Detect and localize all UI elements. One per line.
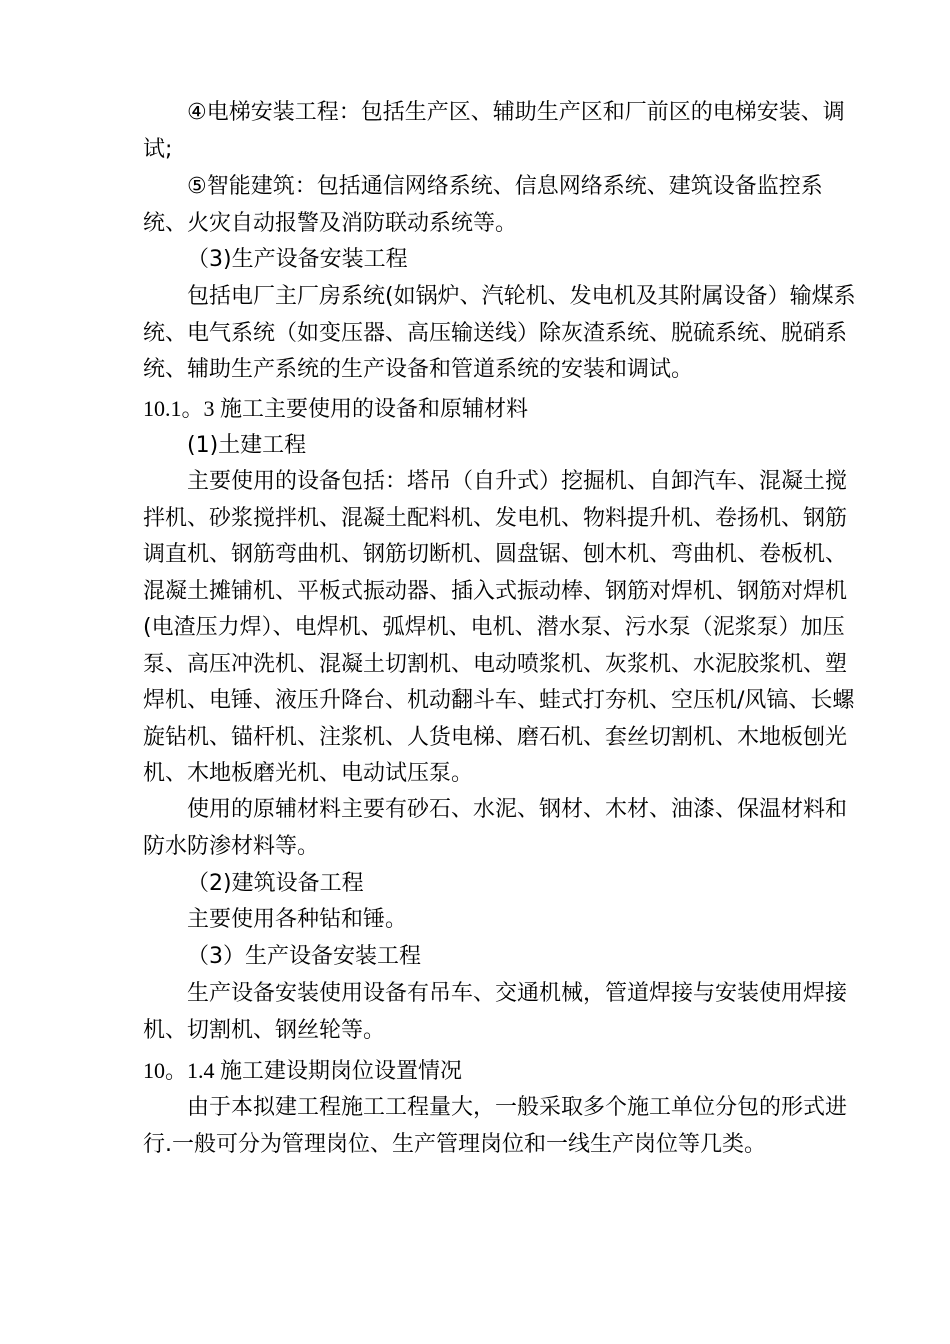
section-heading-10-1-4: 10。1.4 施工建设期岗位设置情况 — [143, 1058, 463, 1083]
paragraph-intelligent-building: ⑤智能建筑：包括通信网络系统、信息网络系统、建筑设备监控系统、火灾自动报警及消防联动系统等。 — [143, 174, 823, 236]
paragraph-raw-materials: 使用的原辅材料主要有砂石、水泥、钢材、木材、油漆、保温材料和防水防渗材料等。 — [143, 797, 848, 859]
paragraph-civil-equipment-list: 主要使用的设备包括：塔吊（自升式）挖掘机、自卸汽车、混凝土搅拌机、砂浆搅拌机、混凝土配料机、发电机、物料提升机、卷扬机、钢筋调直机、钢筋弯曲机、钢筋切断机、圆盘锯、刨木机、弯曲机、卷板机、混凝土摊铺机、平板式振动器、插入式振动棒、钢筋对焊机、钢筋对焊机(电渣压力焊）、电焊机、弧焊机、电机、潜水泵、污水泵（泥浆泵）加压泵、高压冲洗机、混凝土切割机、电动喷浆机、灰浆机、水泥胶浆机、塑焊机、电锤、液压升降台、机动翻斗车、蛙式打夯机、空压机/风镐、长螺旋钻机、锚杆机、注浆机、人货电梯、磨石机、套丝切割机、木地板刨光机、木地板磨光机、电动试压泵。 — [143, 469, 855, 786]
heading-production-equipment-installation-2: （3）生产设备安装工程 — [187, 944, 421, 969]
heading-building-equipment: （2)建筑设备工程 — [187, 871, 364, 896]
heading-civil-works: (1)土建工程 — [187, 433, 307, 458]
paragraph-power-plant-systems: 包括电厂主厂房系统(如锅炉、汽轮机、发电机及其附属设备）输煤系统、电气系统（如变压器、高压输送线）除灰渣系统、脱硫系统、脱硝系统、辅助生产系统的生产设备和管道系统的安装和调试。 — [143, 284, 856, 382]
section-heading-10-1-3: 10.1。3 施工主要使用的设备和原辅材料 — [143, 396, 529, 421]
paragraph-installation-equipment: 生产设备安装使用设备有吊车、交通机械，管道焊接与安装使用焊接机、切割机、钢丝轮等。 — [143, 981, 848, 1043]
paragraph-drills-hammers: 主要使用各种钻和锤。 — [187, 907, 408, 932]
paragraph-elevator-installation: ④电梯安装工程：包括生产区、辅助生产区和厂前区的电梯安装、调试; — [143, 100, 845, 162]
paragraph-post-settings: 由于本拟建工程施工工程量大，一般采取多个施工单位分包的形式进行.一般可分为管理岗位、生产管理岗位和一线生产岗位等几类。 — [143, 1095, 848, 1157]
heading-production-equipment-installation: （3)生产设备安装工程 — [187, 247, 408, 272]
